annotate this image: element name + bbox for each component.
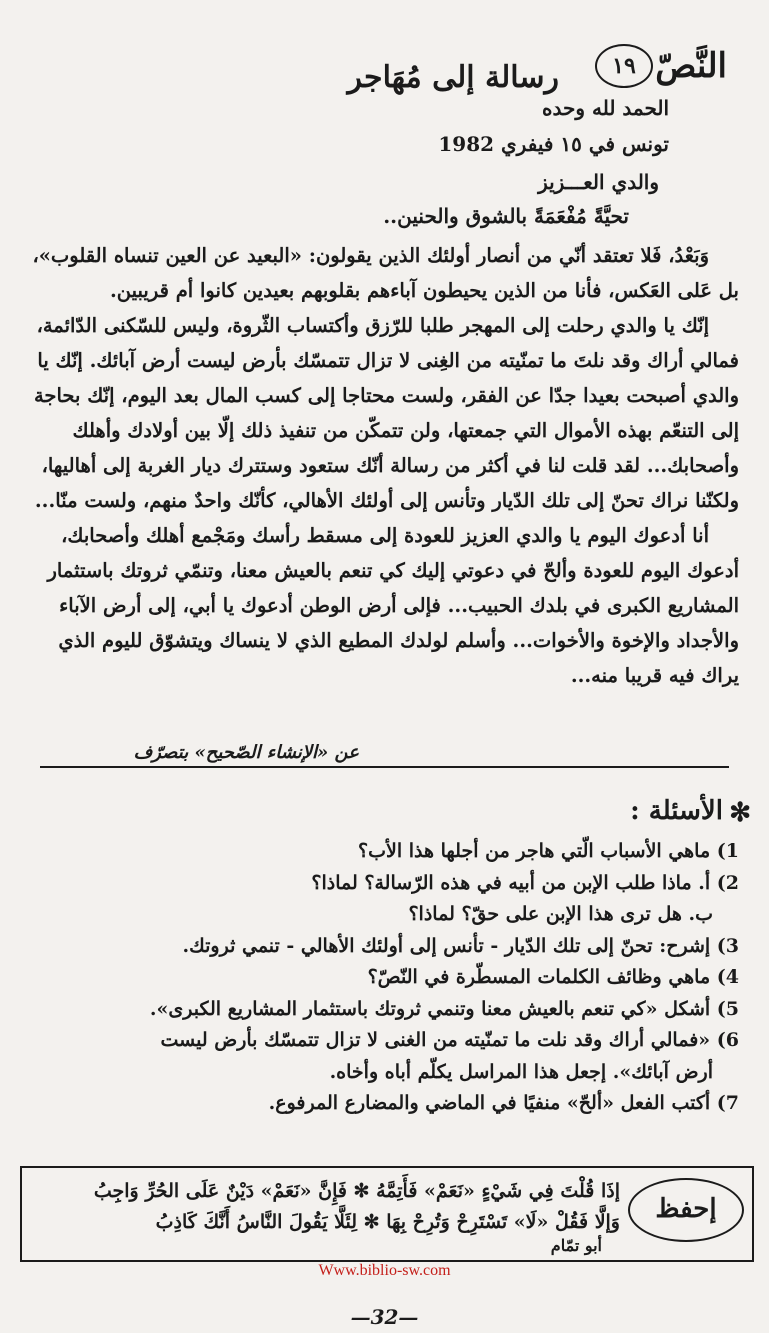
letter-recipient: والدي العـــزيز [538,170,659,194]
letter-greeting: تحيَّةً مُفْعَمَةً بالشوق والحنين.. [383,204,629,228]
body-paragraph: أنا أدعوك اليوم يا والدي العزيز للعودة إلى مسقط رأسك ومَجْمع أهلك وأصحابك، أدعوك اليوم للعودة وألحّ في دعوتي إليك كي تنعم بالعيش معنا، وتنمّي ثروتك باستثمار المشاريع الكبرى في بلدك الحبيب... فإلى أرض الوطن أدعوك يا أبي، إلى أرض الآباء والأجداد والإخوة والأخوات... وأسلم لولدك المطيع الذي لا ينساك ويتشوّق لليوم الذي يراك فيه قريبا منه... [47,524,739,687]
poem-author: أبو تمّام [550,1236,602,1255]
question-item: 7) أكتب الفعل «ألحّ» منفيًا في الماضي والمضارع المرفوع. [268,1092,739,1114]
memorize-label: إحفظ [628,1178,744,1242]
source-divider [40,742,729,768]
question-item: 3) إشرح: تحنّ إلى تلك الدّيار - تأنس إلى أولئك الأهالي - تنمي ثروتك. [182,934,739,957]
text-number-badge: ١٩ [595,44,653,88]
poem-line: إذَا قُلْتَ فِي شَيْءٍ «نَعَمْ» فَأَتِمَّهُ ✻ فَإِنَّ «نَعَمْ» دَيْنٌ عَلَى الحُرِّ وَاجِبُ [93,1180,620,1202]
body-paragraph: وَبَعْدُ، فَلا تعتقد أنّي من أنصار أولئك الذين يقولون: «البعيد عن العين تنساه القلوب»، بل عَلى العَكس، فأنا من الذين يحيطون آباءهم بقلوبهم بعيدين كانوا أم قريبين. [32,244,739,302]
poem-line: وَإلَّا فَقُلْ «لَا» تَسْتَرِحْ وَتُرِحْ بِهَا ✻ لِئَلَّا يَقُولَ النَّاسُ أَنَّكَ كَاذِبُ [155,1211,620,1233]
letter-body [28,238,739,693]
letter-basmala: الحمد لله وحده [542,96,669,120]
question-item: ب. هل ترى هذا الإبن على حقّ؟ لماذا؟ [408,903,713,925]
page-title: رسالة إلى مُهَاجر [347,60,559,95]
question-item: 2) أ. ماذا طلب الإبن من أبيه في هذه الرّسالة؟ لماذا؟ [311,871,739,894]
questions-list [60,836,739,1120]
questions-heading: الأسئلة : [630,796,723,826]
source-citation: عن «الإنشاء الصّحيح» بتصرّف [133,742,359,763]
website-link[interactable]: Www.biblio-sw.com [318,1262,451,1279]
text-header [240,38,749,98]
question-item: 5) أشكل «كي تنعم بالعيش معنا وتنمي ثروتك باستثمار المشاريع الكبرى». [149,997,739,1020]
star-icon: ✻ [729,798,751,828]
body-paragraph: إنّك يا والدي رحلت إلى المهجر طلبا للرّزق وأكتساب الثّروة، وليس للسّكنى الدّائمة، فمالي أراك وقد نلتَ ما تمنّيته من الغِنى لا تزال تتمسّك بأرض ليست أرض آبائك. إنّك يا والدي أصبحت بعيدا جدّا عن الفقر، ولست محتاجا إلى كسب المال بعد اليوم، إنّك بحاجة إلى التنعّم بهذه الأموال التي جمعتها، ولن تتمكّن من تنفيذ ذلك إلّا بين أولادك وأهلك وأصحابك... لقد قلت لنا في أكثر من رسالة أنّك ستعود وستترك ديار الغربة إلى أهاليها، ولكنّنا نراك تحنّ إلى تلك الدّيار وتأنس إلى أولئك الأهالي، كأنّك واحدٌ منهم، ولست منّا... [33,314,739,512]
question-item: أرض آبائك». إجعل هذا المراسل يكلّم أباه وأخاه. [329,1060,713,1083]
letter-place-date: تونس في ١٥ فيفري 1982 [438,132,669,156]
section-label: النَّصّ [655,46,727,86]
question-item: 1) ماهي الأسباب الّتي هاجر من أجلها هذا الأب؟ [358,840,739,862]
question-item: 6) «فمالي أراك وقد نلت ما تمنّيته من الغنى لا تزال تتمسّك بأرض ليست [160,1029,739,1051]
page-number: —32— [350,1305,419,1329]
question-item: 4) ماهي وظائف الكلمات المسطّرة في النّصّ؟ [367,966,739,988]
poem-lines [38,1176,620,1238]
memorize-box [20,1166,754,1262]
